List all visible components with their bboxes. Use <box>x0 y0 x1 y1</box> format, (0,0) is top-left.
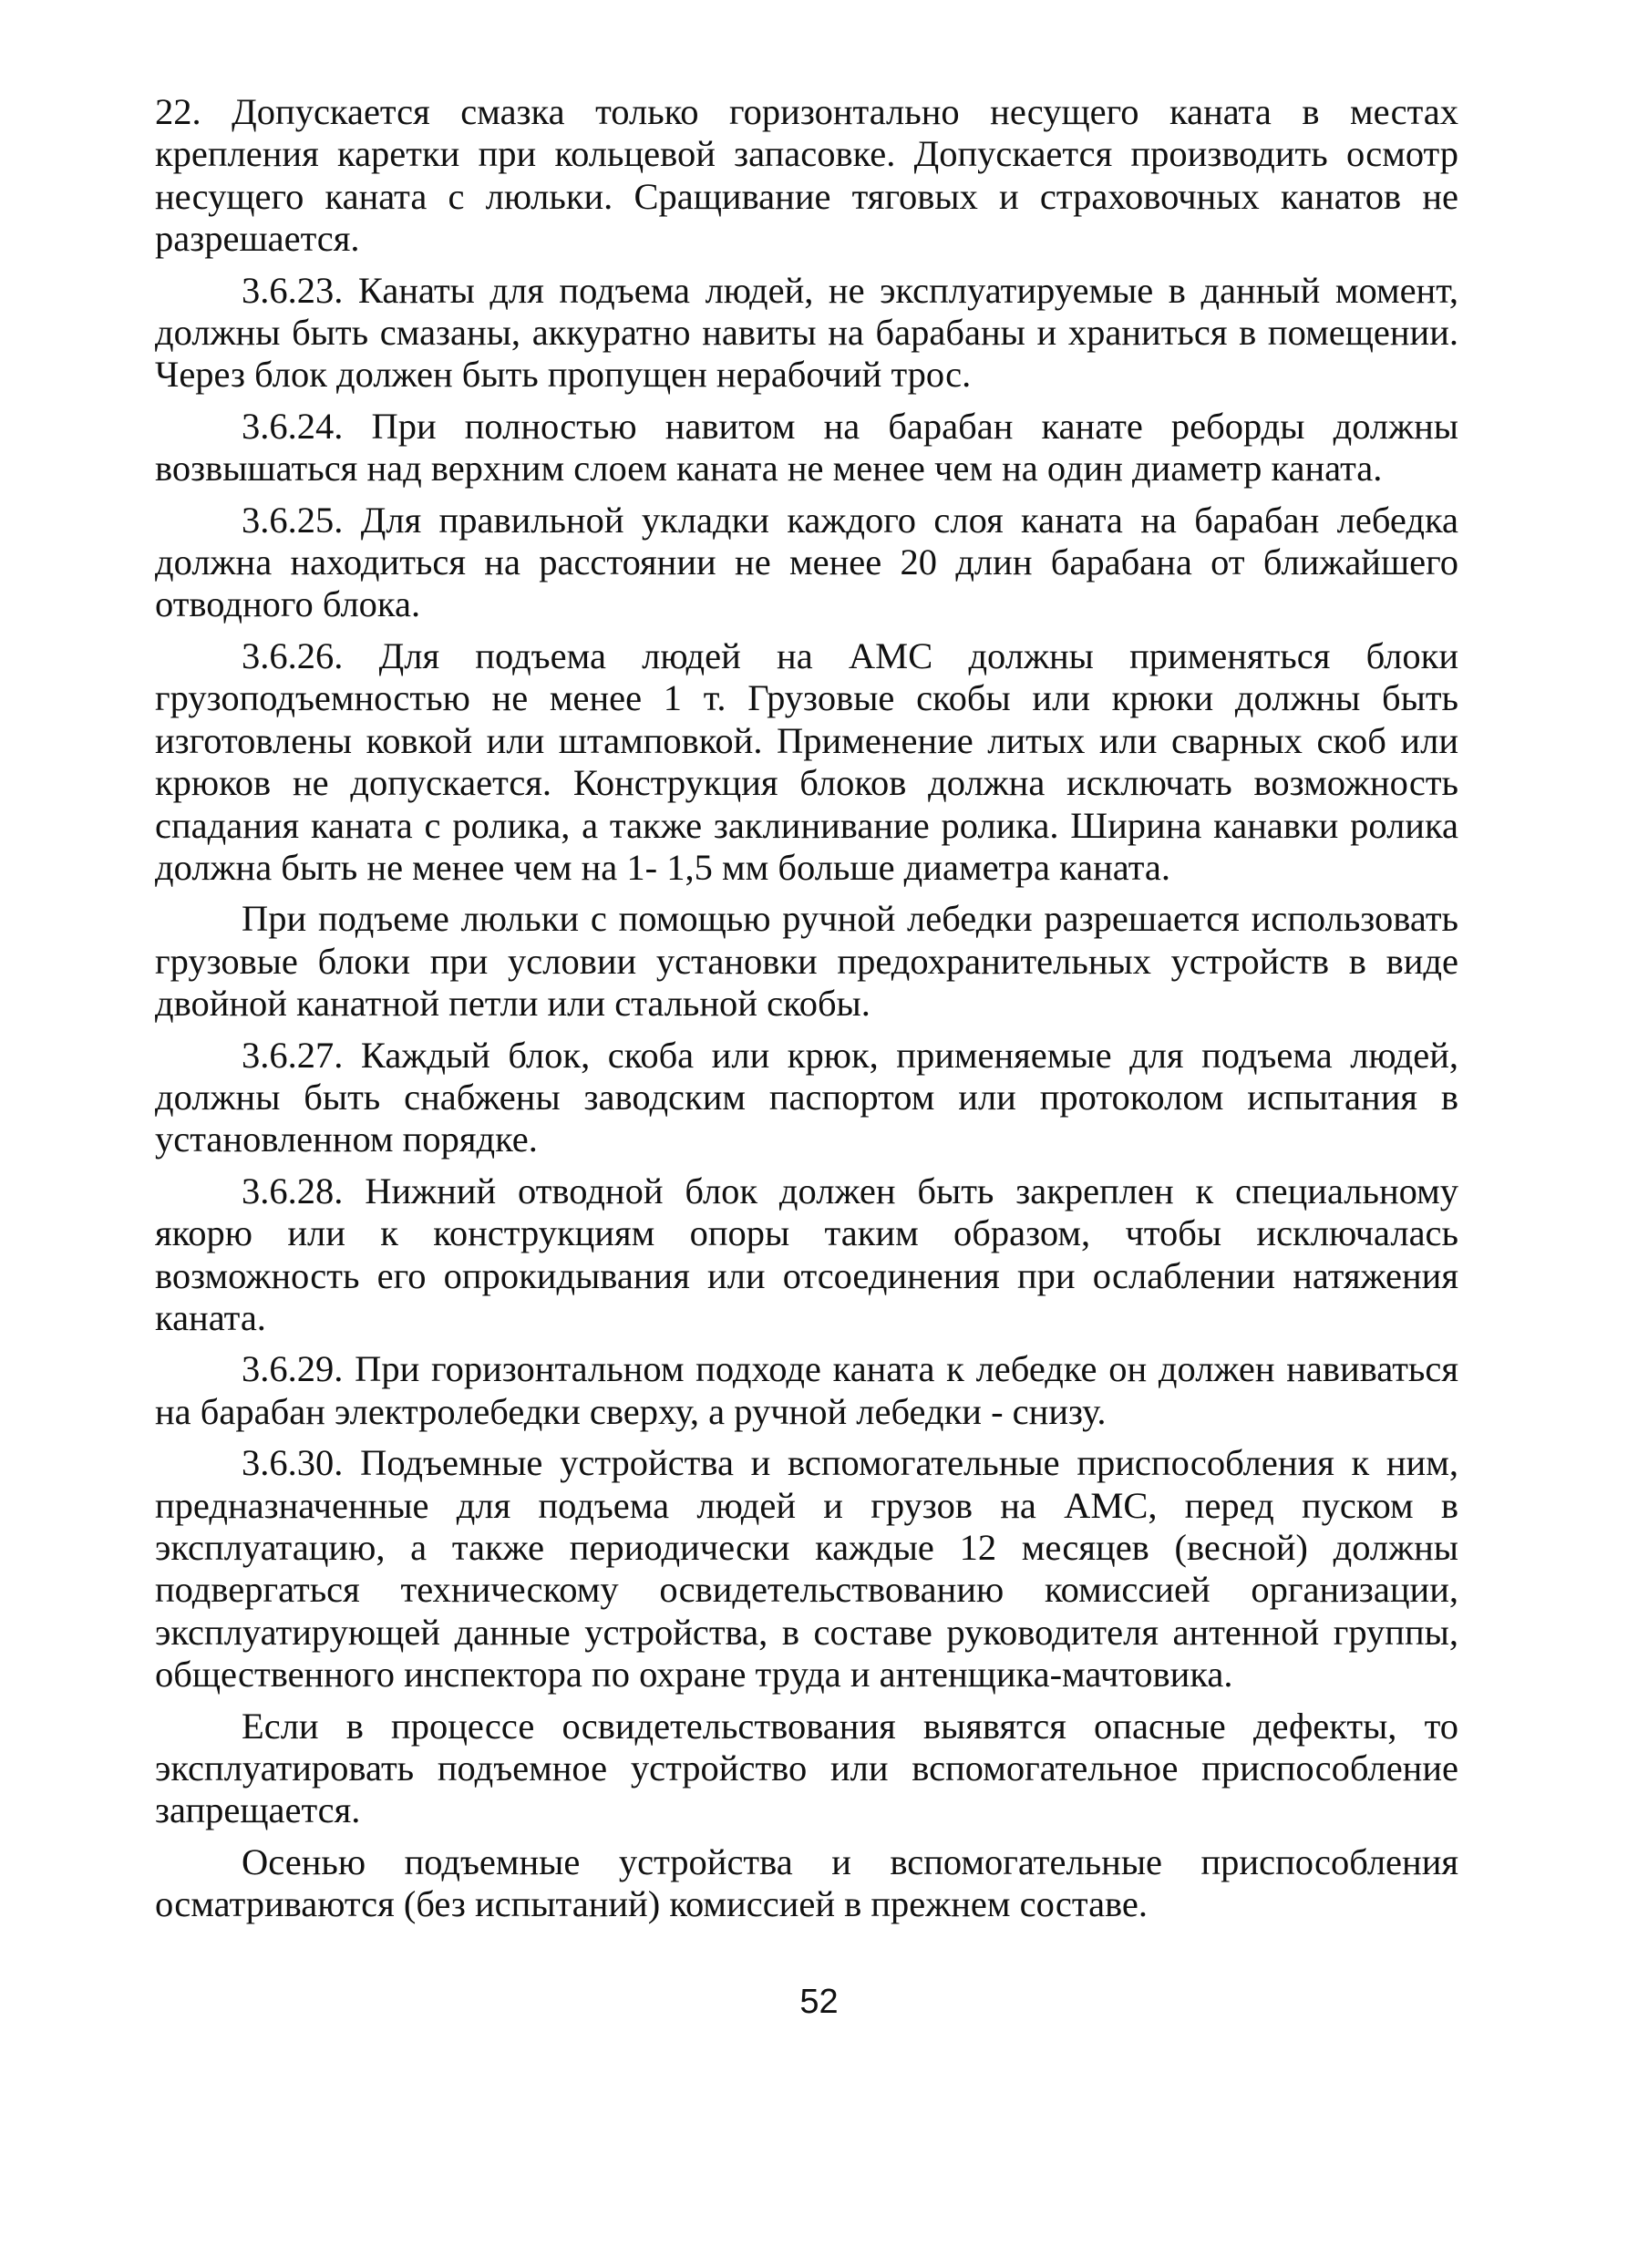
paragraph-autumn-inspection: Осенью подъемные устройства и вспомогательные приспособления осматриваются (без испытаний) комиссией в прежнем составе. <box>155 1840 1458 1925</box>
paragraph-3-6-23: 3.6.23. Канаты для подъема людей, не эксплуатируемые в данный момент, должны быть смазаны, аккуратно навиты на барабаны и храниться в помещении. Через блок должен быть пропущен нерабочий трос. <box>155 269 1458 396</box>
paragraph-3-6-26: 3.6.26. Для подъема людей на АМС должны применяться блоки грузоподъемностью не менее 1 т. Грузовые скобы или крюки должны быть изготовлены ковкой или штамповкой. Применение литых или сварных скоб или крюков не допускается. Конструкция блоков должна исключать возможность спадания каната с ролика, а также заклинивание ролика. Ширина канавки ролика должна быть не менее чем на 1- 1,5 мм больше диаметра каната. <box>155 634 1458 888</box>
paragraph-defects: Если в процессе освидетельствования выявятся опасные дефекты, то эксплуатировать подъемное устройство или вспомогательное приспособление запрещается. <box>155 1705 1458 1831</box>
paragraph-3-6-30: 3.6.30. Подъемные устройства и вспомогательные приспособления к ним, предназначенные для подъема людей и грузов на АМС, перед пуском в эксплуатацию, а также периодически каждые 12 месяцев (весной) должны подвергаться техническому освидетельствованию комиссией организации, эксплуатирующей данные устройства, в составе руководителя антенной группы, общественного инспектора по охране труда и антенщика-мачтовика. <box>155 1442 1458 1696</box>
paragraph-3-6-22-continued: 22. Допускается смазка только горизонтально несущего каната в местах крепления каретки при кольцевой запасовке. Допускается производить осмотр несущего каната с люльки. Сращивание тяговых и страховочных канатов не разрешается. <box>155 91 1458 260</box>
paragraph-manual-winch: При подъеме люльки с помощью ручной лебедки разрешается использовать грузовые блоки при условии установки предохранительных устройств в виде двойной канатной петли или стальной скобы. <box>155 898 1458 1025</box>
paragraph-3-6-29: 3.6.29. При горизонтальном подходе каната к лебедке он должен навиваться на барабан электролебедки сверху, а ручной лебедки - снизу. <box>155 1348 1458 1432</box>
paragraph-3-6-27: 3.6.27. Каждый блок, скоба или крюк, применяемые для подъема людей, должны быть снабжены заводским паспортом или протоколом испытания в установленном порядке. <box>155 1034 1458 1160</box>
paragraph-3-6-25: 3.6.25. Для правильной укладки каждого слоя каната на барабан лебедка должна находиться на расстоянии не менее 20 длин барабана от ближайшего отводного блока. <box>155 499 1458 625</box>
paragraph-3-6-24: 3.6.24. При полностью навитом на барабан канате реборды должны возвышаться над верхним слоем каната не менее чем на один диаметр каната. <box>155 405 1458 490</box>
page-number: 52 <box>799 1983 839 2021</box>
paragraph-3-6-28: 3.6.28. Нижний отводной блок должен быть закреплен к специальному якорю или к конструкциям опоры таким образом, чтобы исключалась возможность его опрокидывания или отсоединения при ослаблении натяжения каната. <box>155 1170 1458 1338</box>
document-page <box>155 91 1458 1935</box>
